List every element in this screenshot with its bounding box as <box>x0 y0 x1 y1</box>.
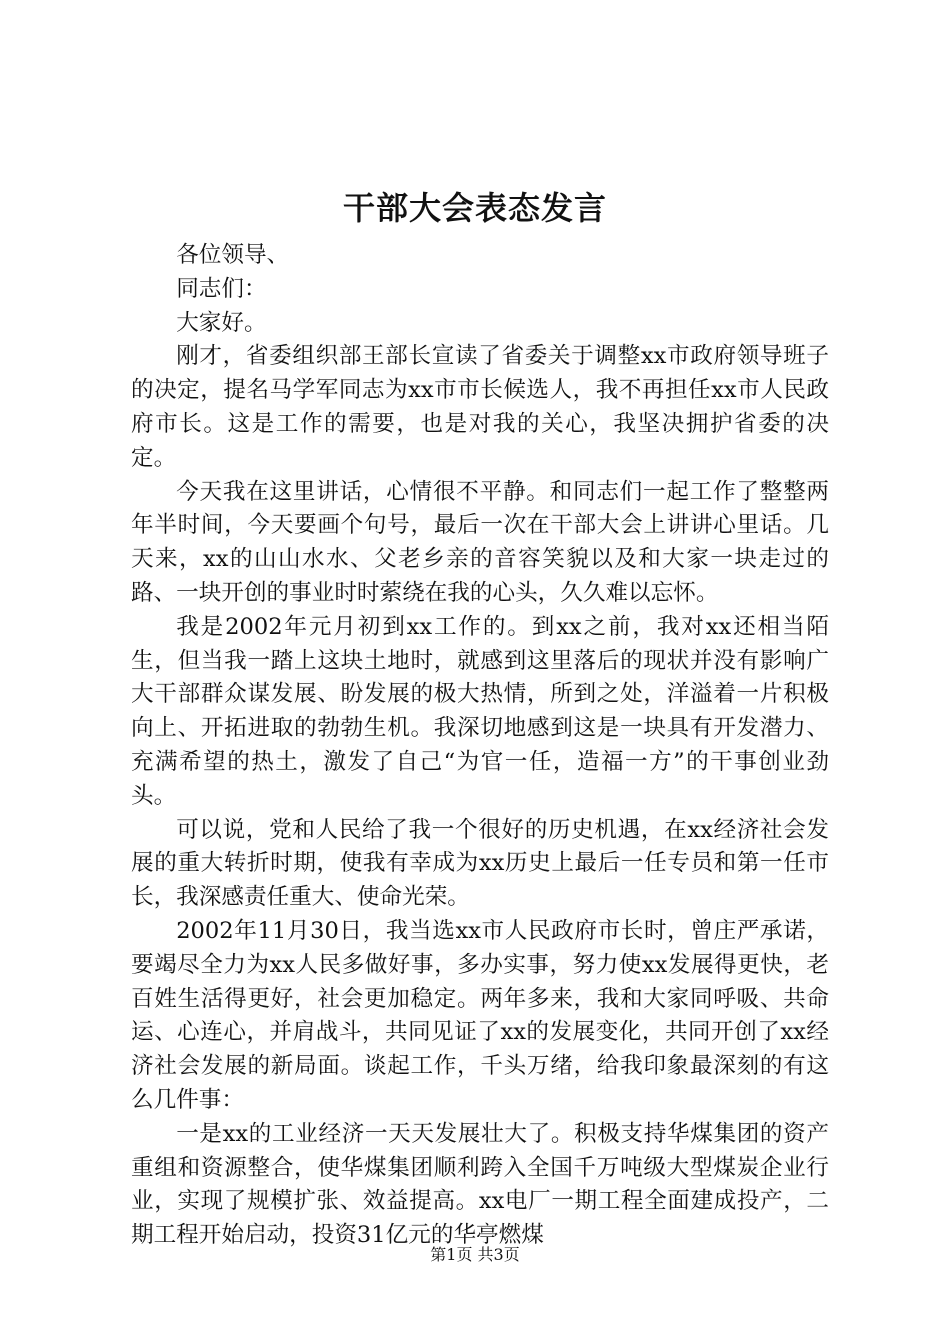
paragraph-salutation-leaders: 各位领导、 <box>176 242 290 268</box>
document-body <box>131 239 829 1253</box>
paragraph-body: 一是xx的工业经济一天天发展壮大了。积极支持华煤集团的资产重组和资源整合，使华煤集团顺利跨入全国千万吨级大型煤炭企业行业，实现了规模扩张、效益提高。xx电厂一期工程全面建成投产，二期工程开始启动，投资31亿元的华亭燃煤 <box>131 1120 829 1249</box>
page-number: 第1页 <box>430 1245 473 1264</box>
paragraph-salutation-comrades: 同志们： <box>176 275 267 302</box>
paragraph-body: 刚才，省委组织部王部长宣读了省委关于调整xx市政府领导班子的决定，提名马学军同志为xx市市长候选人，我不再担任xx市人民政府市长。这是工作的需要，也是对我的关心，我坚决拥护省委的决定。 <box>131 343 829 471</box>
paragraph-body: 我是2002年元月初到xx工作的。到xx之前，我对xx还相当陌生，但当我一踏上这块土地时，就感到这里落后的现状并没有影响广大干部群众谋发展、盼发展的极大热情，所到之处，洋溢着一片积极向上、开拓进取的勃勃生机。我深切地感到这是一块具有开发潜力、充满希望的热土，激发了自己“为官一任，造福一方”的干事创业劲头。 <box>131 613 829 809</box>
document-title: 干部大会表态发言 <box>342 189 607 227</box>
paragraph-greeting: 大家好。 <box>176 309 267 336</box>
paragraph-body: 今天我在这里讲话，心情很不平静。和同志们一起工作了整整两年半时间，今天要画个句号，最后一次在干部大会上讲讲心里话。几天来，xx的山山水水、父老乡亲的音容笑貌以及和大家一块走过的路、一块开创的事业时时萦绕在我的心头，久久难以忘怀。 <box>131 478 829 606</box>
paragraph-body: 2002年11月30日，我当选xx市人民政府市长时，曾庄严承诺，要竭尽全力为xx人民多做好事，多办实事，努力使xx发展得更快，老百姓生活得更好，社会更加稳定。两年多来，我和大家同呼吸、共命运、心连心，并肩战斗，共同见证了xx的发展变化，共同开创了xx经济社会发展的新局面。谈起工作，千头万绪，给我印象最深刻的有这么几件事： <box>131 917 829 1113</box>
page-footer <box>0 1244 950 1266</box>
paragraph-body: 可以说，党和人民给了我一个很好的历史机遇，在xx经济社会发展的重大转折时期，使我有幸成为xx历史上最后一任专员和第一任市长，我深感责任重大、使命光荣。 <box>131 816 829 911</box>
page-total: 共3页 <box>477 1245 520 1264</box>
